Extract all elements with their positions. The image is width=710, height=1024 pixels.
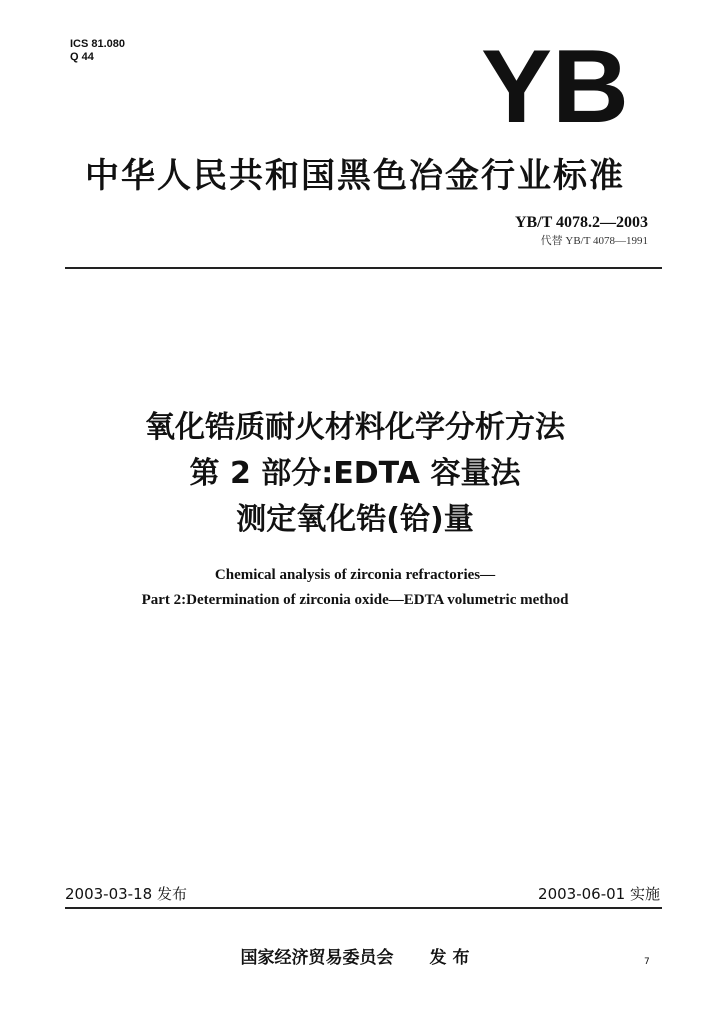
issuer-line [0, 943, 710, 968]
title-cn-line3: 测定氧化锆(铪)量 [236, 502, 474, 537]
implementation-date: 2003-06-01 实施 [538, 885, 660, 903]
title-en-line1: Chemical analysis of zirconia refractories— [214, 567, 496, 583]
title-en-line2: Part 2:Determination of zirconia oxide—EDTA volumetric method [141, 592, 569, 608]
standard-title: 中华人民共和国黑色冶金行业标准 [85, 156, 625, 196]
replaces-note: 代替 YB/T 4078—1991 [540, 235, 648, 247]
title-cn-line1: 氧化锆质耐火材料化学分析方法 [145, 410, 565, 445]
ics-code: ICS 81.080 [70, 38, 126, 50]
issue-date: 2003-03-18 发布 [65, 885, 187, 903]
issuer-org: 国家经济贸易委员会 [240, 948, 394, 968]
classification-codes [70, 38, 125, 64]
footer-rule [65, 907, 662, 909]
yb-logo-text: YB [481, 40, 629, 130]
ccs-code: Q 44 [70, 51, 94, 63]
issuer-action: 发 布 [429, 948, 470, 968]
title-cn [0, 405, 710, 543]
title-en [0, 563, 710, 613]
header-rule [65, 267, 662, 269]
standard-number: YB/T 4078.2—2003 [514, 214, 648, 231]
title-cn-line2: 第 2 部分:EDTA 容量法 [189, 456, 521, 491]
page-number: 7 [644, 957, 650, 967]
standard-number-block [515, 214, 648, 248]
yb-logo [480, 40, 630, 130]
